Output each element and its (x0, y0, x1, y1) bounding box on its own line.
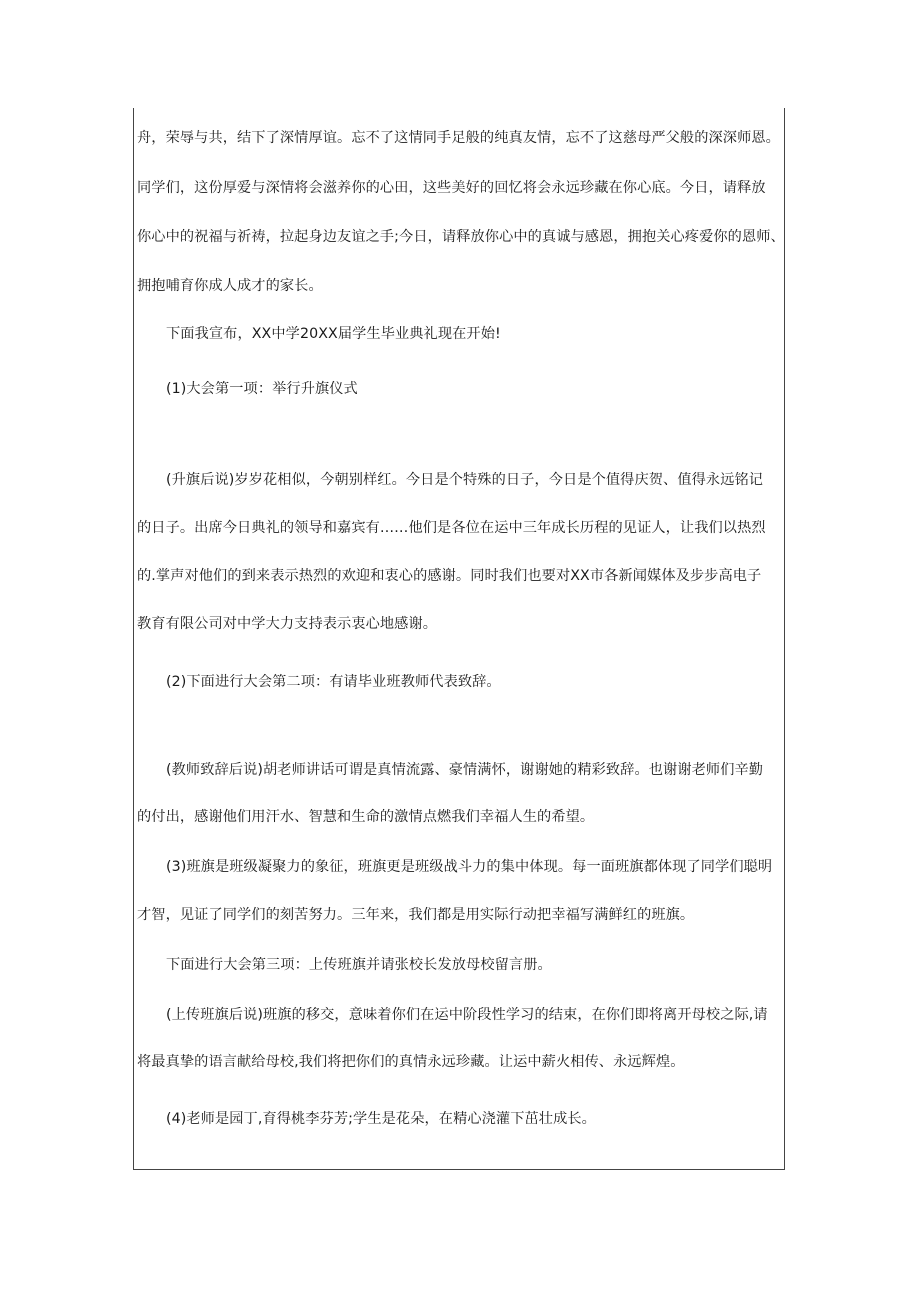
text-line: 才智，见证了同学们的刻苦努力。三年来，我们都是用实际行动把幸福写满鲜红的班旗。 (137, 907, 695, 923)
text-line: 的日子。出席今日典礼的领导和嘉宾有……他们是各位在运中三年成长历程的见证人，让我们以热烈 (137, 520, 766, 536)
text-line: 下面进行大会第三项：上传班旗并请张校长发放母校留言册。 (166, 957, 552, 973)
text-line: (教师致辞后说)胡老师讲话可谓是真情流露、豪情满怀，谢谢她的精彩致辞。也谢谢老师们辛勤 (166, 762, 764, 778)
text-line: 的.掌声对他们的到来表示热烈的欢迎和衷心的感谢。同时我们也要对XX市各新闻媒体及步步高电子 (137, 568, 762, 584)
text-line: 拥抱哺育你成人成才的家长。 (137, 278, 323, 294)
text-line: (上传班旗后说)班旗的移交，意味着你们在运中阶段性学习的结束，在你们即将离开母校之际,请 (166, 1007, 768, 1023)
text-line: 将最真挚的语言献给母校,我们将把你们的真情永远珍藏。让运中薪火相传、永远辉煌。 (137, 1054, 685, 1070)
text-line: 同学们，这份厚爱与深情将会滋养你的心田，这些美好的回忆将会永远珍藏在你心底。今日，请释放 (137, 180, 766, 196)
text-line: (升旗后说)岁岁花相似，今朝别样红。今日是个特殊的日子，今日是个值得庆贺、值得永远铭记 (166, 472, 764, 488)
text-line: (1)大会第一项：举行升旗仪式 (166, 381, 358, 397)
text-line: (3)班旗是班级凝聚力的象征，班旗更是班级战斗力的集中体现。每一面班旗都体现了同学们聪明 (166, 859, 773, 875)
text-line: 的付出，感谢他们用汗水、智慧和生命的激情点燃我们幸福人生的希望。 (137, 809, 595, 825)
text-line: (4)老师是园丁,育得桃李芬芳;学生是花朵，在精心浇灌下茁壮成长。 (166, 1111, 596, 1127)
text-line: 教育有限公司对中学大力支持表示衷心地感谢。 (137, 616, 438, 632)
text-line: (2)下面进行大会第二项：有请毕业班教师代表致辞。 (166, 674, 501, 690)
text-line: 你心中的祝福与祈祷，拉起身边友谊之手;今日，请释放你心中的真诚与感恩，拥抱关心疼爱你的恩师、 (137, 229, 785, 245)
text-line: 下面我宣布，XX中学20XX届学生毕业典礼现在开始! (166, 326, 501, 342)
text-line: 舟，荣辱与共，结下了深情厚谊。忘不了这情同手足般的纯真友情，忘不了这慈母严父般的深深师恩。 (137, 130, 780, 146)
